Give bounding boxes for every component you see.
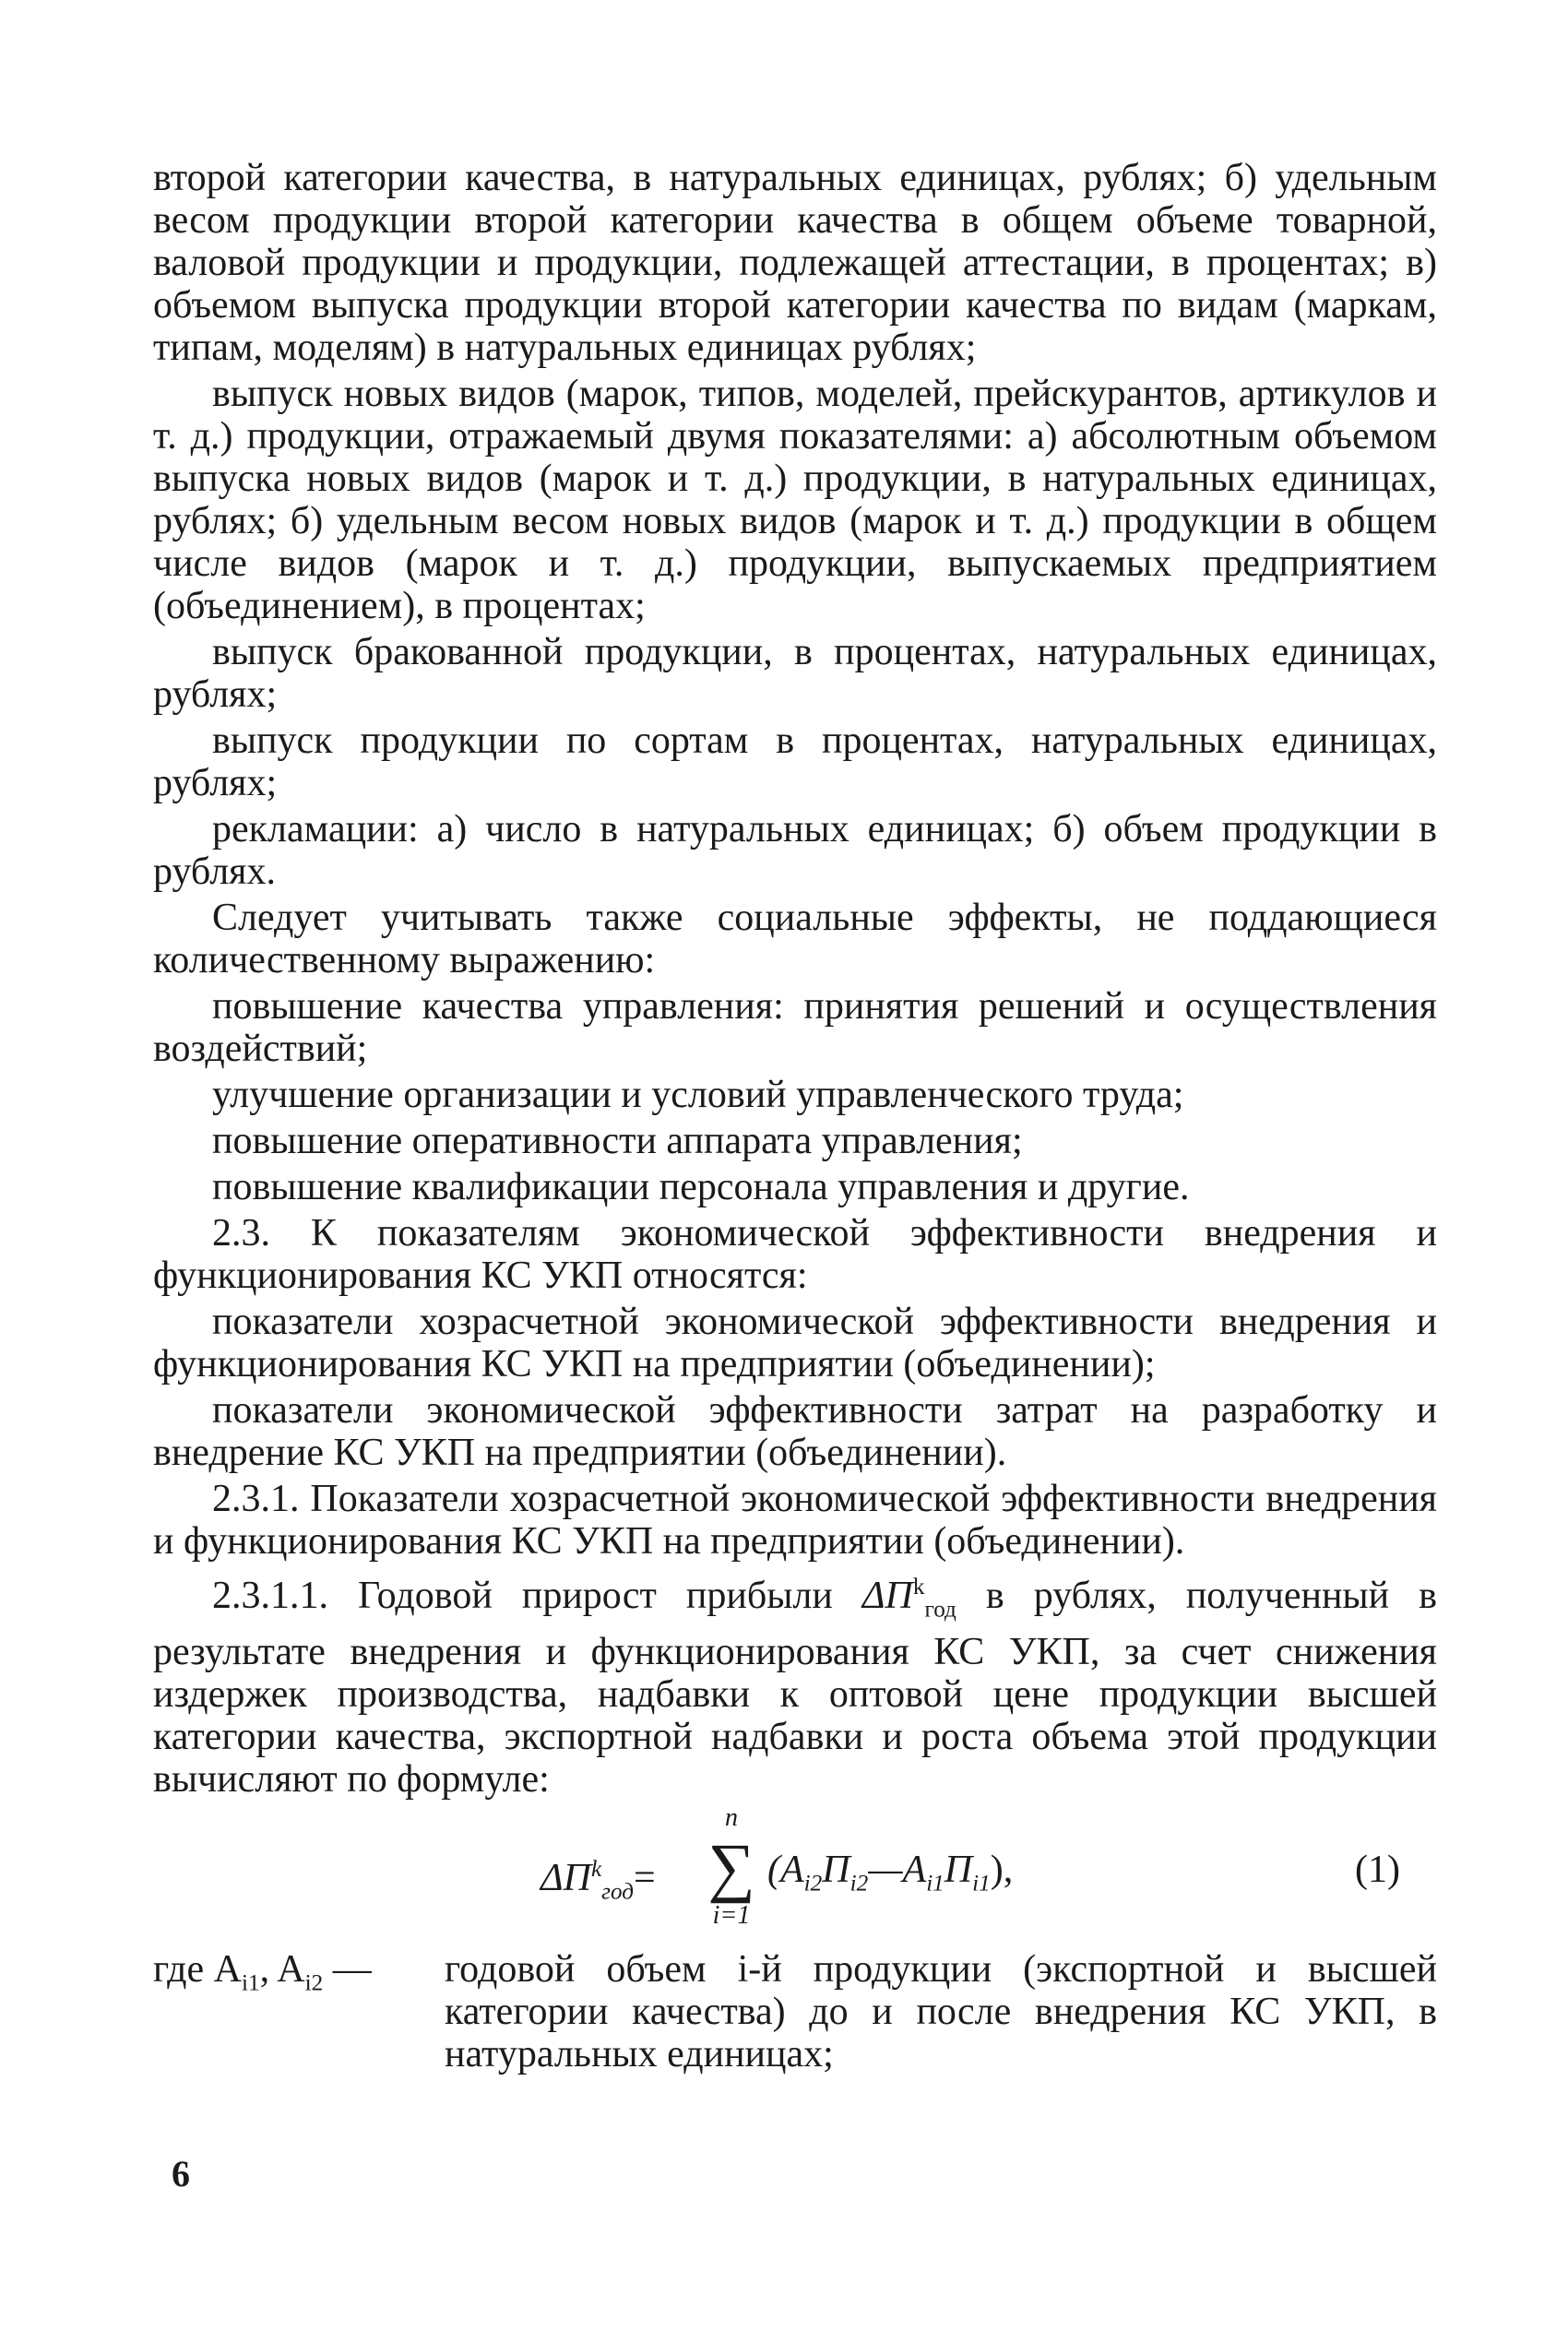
formula-1 (153, 1804, 1437, 1943)
paragraph: повышение квалификации персонала управления и другие. (212, 1166, 1190, 1208)
paragraph-lead: 2.3.1.1. Годовой прирост прибыли (212, 1575, 862, 1617)
section-heading-2-3: 2.3. К показателям экономической эффективности внедрения и функционирования КС УКП относятся: (153, 1212, 1437, 1297)
paragraph: выпуск бракованной продукции, в процентах, натуральных единицах, рублях; (153, 631, 1437, 716)
paragraph: выпуск продукции по сортам в процентах, натуральных единицах, рублях; (153, 720, 1437, 804)
summation-sign (699, 1804, 764, 1930)
paragraph: рекламации: а) число в натуральных единицах; б) объем продукции в рублях. (153, 808, 1437, 893)
paragraph: Следует учитывать также социальные эффекты, не поддающиеся количественному выражению: (153, 897, 1437, 981)
formula-lhs: $\Delta П^k_{год}=$ (540, 1857, 656, 1905)
paragraph: показатели хозрасчетной экономической эффективности внедрения и функционирования КС УКП на предприятии (объединении); (153, 1301, 1437, 1386)
formula-number: (1) (1355, 1849, 1400, 1892)
text-column (153, 157, 1437, 2075)
section-heading-2-3-1: 2.3.1. Показатели хозрасчетной экономической эффективности внедрения и функционирования КС УКП на предприятии (объединении). (153, 1478, 1437, 1563)
paragraph: выпуск новых видов (марок, типов, моделей, прейскурантов, артикулов и т. д.) продукции, отражаемый двумя показателями: а) абсолютным объемом выпуска новых видов (марок и т. д.) продукции, в натуральных единицах, рублях; б) удельным весом новых видов (марок и т. д.) продукции в общем числе видов (марок и т. д.) продукции, выпускаемых предприятием (объединением), в процентах; (153, 373, 1437, 627)
paragraph: улучшение организации и условий управленческого труда; (212, 1074, 1184, 1116)
paragraph-rest: в рублях, полученный в результате внедрения и функционирования КС УКП, за счет снижения издержек производства, надбавки к оптовой цене продукции высшей категории качества, экспортной надбавки и роста объема этой продукции вычисляют по формуле: (153, 1575, 1437, 1802)
page-number: 6 (172, 2153, 190, 2194)
definition-lead: где $A_{i1}$, $A_{i2}$ — (153, 1948, 372, 1996)
paragraph: повышение качества управления: принятия решений и осуществления воздействий; (153, 985, 1437, 1070)
paragraph: показатели экономической эффективности затрат на разработку и внедрение КС УКП на предприятии (объединении). (153, 1389, 1437, 1474)
sigma-icon: ∑ (707, 1830, 755, 1905)
formula-body: $(A_{i2}П_{i2}—A_{i1}П_{i1})$, (767, 1849, 1014, 1897)
paragraph: второй категории качества, в натуральных единицах, рублях; б) удельным весом продукции второй категории качества в общем объеме товарной, валовой продукции и продукции, подлежащей аттестации, в процентах; в) объемом выпуска продукции второй категории качества по видам (маркам, типам, моделям) в натуральных единицах рублях; (153, 157, 1437, 369)
paragraph: повышение оперативности аппарата управления; (212, 1120, 1023, 1162)
sum-upper-limit: n (725, 1803, 738, 1833)
sum-lower-limit: i=1 (712, 1901, 751, 1931)
profit-symbol: ΔП (861, 1575, 913, 1617)
definition-text: годовой объем i-й продукции (экспортной и высшей категории качества) до и после внедрения КС УКП, в натуральных единицах; (445, 1948, 1437, 2076)
paragraph-2-3-1-1: 2.3.1.1. Годовой прирост прибыли $\Delta П^k_{год}$ в рублях, полученный в результате внедрения и функционирования КС УКП, за счет снижения издержек производства, надбавки к оптовой цене продукции высшей категории качества, экспортной надбавки и роста объема этой продукции вычисляют по формуле: (153, 1575, 1437, 1802)
variable-definition (153, 1948, 1437, 2075)
